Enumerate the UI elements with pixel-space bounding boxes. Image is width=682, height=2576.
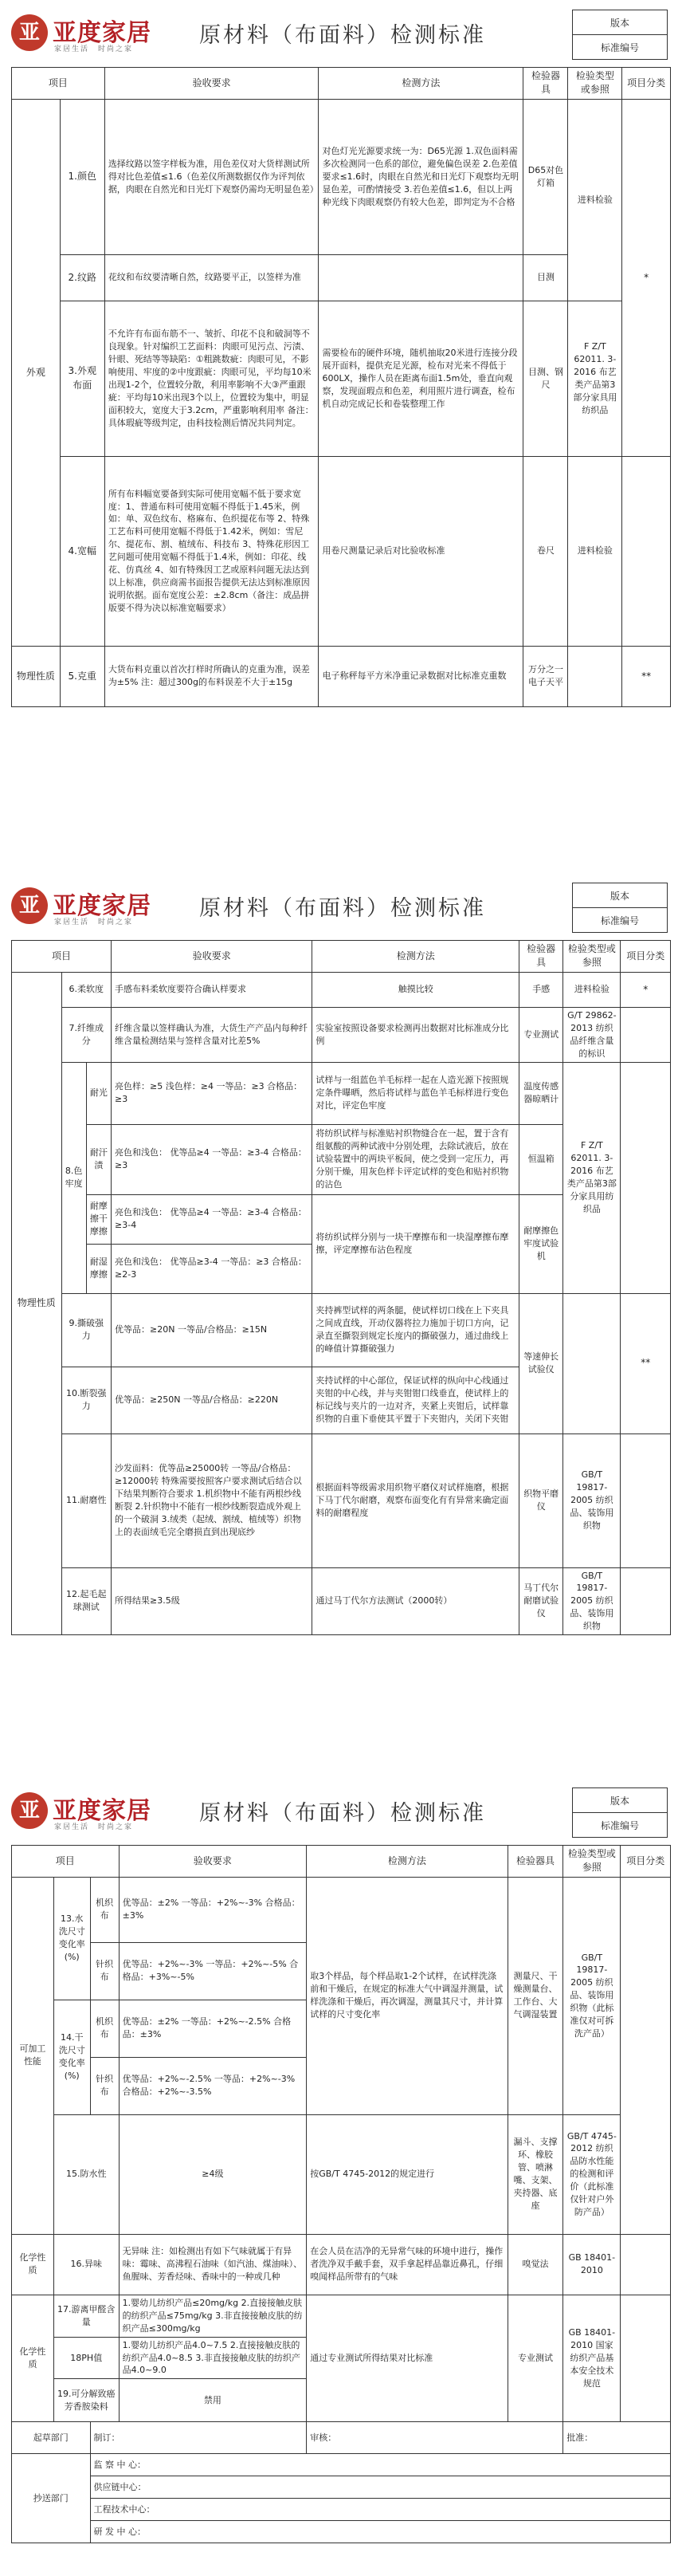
row-basis: GB/T 4745-2012 纺织品防水性能的检测和评价（此标准仅针对户外防产品） [563, 2114, 621, 2234]
page-2 [0, 873, 682, 1686]
row-tool: 目测 [523, 254, 568, 301]
row-item: 1.颜色 [60, 99, 104, 254]
row-req: 优等品：+2%~-2.5% 一等品：+2%~-3% 合格品：+2%~-3.5% [119, 2057, 307, 2114]
table-row [12, 301, 671, 456]
footer-dept: 监 察 中 心： [90, 2454, 670, 2476]
doc-meta [572, 1787, 668, 1838]
row-tool: 耐摩擦色牢度试验机 [519, 1194, 563, 1293]
row-req: 花纹和布纹要清晰自然，纹路要平正，以签样为准 [104, 254, 319, 301]
row-category: * [622, 99, 671, 456]
row-item: 19.可分解致癌芳香胺染料 [53, 2379, 119, 2422]
row-item: 15.防水性 [53, 2114, 119, 2234]
row-basis: GB 18401-2010 [563, 2234, 621, 2295]
brand-tagline: 家居生活 时尚之家 [54, 45, 134, 53]
row-method: 根据面料等级需求用织物平磨仪对试样施磨，根据下马丁代尔耐磨，观察布面变化有有异常来确定面料的耐磨程度 [312, 1434, 519, 1567]
row-basis: GB/T 19817-2005 纺织品、装饰用织物（此标准仅对可拆洗产品） [563, 1877, 621, 2114]
col-method: 检测方法 [312, 941, 519, 973]
col-basis: 检验类型或参照 [568, 68, 622, 100]
row-category: * [621, 972, 671, 1007]
col-requirement: 验收要求 [112, 941, 312, 973]
group-label: 外观 [12, 99, 61, 646]
col-tool: 检验器具 [519, 941, 563, 973]
col-requirement: 验收要求 [104, 68, 319, 100]
brand-name: 亚度家居 [53, 1797, 151, 1825]
row-method: 试样与一组蓝色羊毛标样一起在人造光源下按照规定条件曝晒，然后将试样与蓝色羊毛标样进行变色对比，评定色牢度 [312, 1062, 519, 1124]
row-subitem: 耐光 [86, 1062, 111, 1124]
row-item: 13.水洗尺寸变化率(%) [53, 1877, 90, 2000]
row-req: 沙发面料：优等品≥25000转 一等品/合格品：≥12000转 特殊需要按照客户要求测试后结合以下结果判断符合要求 1.机织物中不能有两根纱线断裂 2.针织物中不能有一根纱线断裂造成外观上的一个破洞 3.绒类（起绒、割绒、植绒等）织物上的表面绒毛完全磨损直到出现底纱 [112, 1434, 312, 1567]
row-item: 5.克重 [60, 646, 104, 706]
col-category: 项目分类 [621, 1846, 671, 1878]
group-label: 物理性质 [12, 972, 62, 1634]
group-label: 可加工性能 [12, 1877, 54, 2234]
row-basis: F Z/T 62011. 3-2016 布艺类产品第3部分家具用纺织品 [568, 301, 622, 456]
row-req: 无异味 注：如检测出有如下气味就属于有异味：霉味、高沸程石油味（如汽油、煤油味）、鱼腥味、芳香烃味、香味中的一种或几种 [119, 2234, 307, 2295]
row-basis: 进料检验 [568, 99, 622, 301]
page-1 [0, 0, 682, 765]
group-label: 物理性质 [12, 646, 61, 706]
version-label: 版本 [573, 883, 668, 908]
row-req: 亮色和浅色： 优等品≥4 一等品：≥3-4 合格品：≥3 [112, 1124, 312, 1194]
row-tool: 目测、钢尺 [523, 301, 568, 456]
page-title: 原材料（布面料）检测标准 [199, 896, 486, 921]
brand-tagline: 家居生活 时尚之家 [54, 918, 134, 926]
row-req: 禁用 [119, 2379, 307, 2422]
footer-dept: 研 发 中 心： [90, 2521, 670, 2543]
row-tool: 专业测试 [508, 2295, 563, 2422]
row-method: 取3个样品，每个样品取1-2个试样，在试样洗涤前和干燥后，在规定的标准大气中调湿并测量，试样洗涤和干燥后，再次调湿，测量其尺寸，并计算试样的尺寸变化率 [307, 1877, 508, 2114]
col-item: 项目 [12, 941, 112, 973]
footer-dept: 工程技术中心： [90, 2499, 670, 2521]
brand-name: 亚度家居 [53, 19, 151, 47]
row-req: 优等品：+2%~-3% 一等品：+2%~-5% 合格品：+3%~-5% [119, 1942, 307, 2000]
row-req: 1.婴幼儿纺织产品4.0~7.5 2.直接接触皮肤的纺织产品4.0~8.5 3.非直接接触皮肤的纺织产品4.0~9.0 [119, 2337, 307, 2379]
col-basis: 检验类型或参照 [563, 1846, 621, 1878]
row-item: 12.起毛起球测试 [61, 1567, 112, 1635]
row-tool: 手感 [519, 972, 563, 1007]
row-tool: 万分之一电子天平 [523, 646, 568, 706]
row-req: 优等品：≥250N 一等品/合格品：≥220N [112, 1367, 312, 1434]
row-basis: GB/T 19817-2005 纺织品、装饰用织物 [563, 1434, 621, 1567]
page-header [0, 873, 682, 940]
row-basis: GB 18401-2010 国家纺织产品基本安全技术规范 [563, 2295, 621, 2422]
logo-icon: 亚 [11, 14, 48, 51]
row-method: 夹持裤型试样的两条腿，使试样切口线在上下夹具之间成直线，开动仪器将拉力施加于切口方向，记录直至撕裂到规定长度内的撕破强力，通过曲线上的峰值计算撕破强力 [312, 1293, 519, 1367]
row-req: 优等品：±2% 一等品：+2%~-2.5% 合格品：±3% [119, 2000, 307, 2057]
col-category: 项目分类 [621, 941, 671, 973]
row-item: 11.耐磨性 [61, 1434, 112, 1567]
footer-sendto: 抄送部门 [12, 2454, 91, 2543]
row-subitem: 机织布 [90, 2000, 119, 2057]
group-label: 化学性质 [12, 2234, 54, 2295]
row-method: 将纺织试样与标准贴衬织物缝合在一起，置于含有组氨酸的两种试液中分别处理，去除试液后，放在试验装置中的两块平板间，使之受到一定压力，再分别干燥，用灰色样卡评定试样的变色和贴衬织物的沾色 [312, 1124, 519, 1194]
row-method: 用卷尺测量记录后对比验收标准 [319, 456, 523, 646]
row-req: 所有布料幅宽要备到实际可使用宽幅不低于要求宽度：1、普通布料可使用宽幅不得低于1.45米，例如：单、双色纹布、格麻布、色织提花布等 2、特殊工艺布料可使用宽幅不得低于1.42米，例如：雪尼尔、提花布、割、植绒布、科技布 3、特殊花形因工艺问题可使用宽幅不得低于1.4米，例如：印花、线花、仿真丝 4、如有特殊因工艺或原料问题无法达到以上标准，供应商需书面报告提供无法达到标准原因说明依据。面布宽度公差：±2.8cm（备注：成品拼版要不得为决以标准宽幅要求） [104, 456, 319, 646]
logo-icon: 亚 [11, 1792, 48, 1829]
doc-meta [572, 883, 668, 933]
row-item: 18PH值 [53, 2337, 119, 2379]
row-subitem: 针织布 [90, 2057, 119, 2114]
row-tool: 嗅觉法 [508, 2234, 563, 2295]
row-subitem: 耐汗渍 [86, 1124, 111, 1194]
std-no-label: 标准编号 [573, 908, 668, 933]
page-title: 原材料（布面料）检测标准 [199, 23, 486, 48]
row-req: 选择纹路以签字样板为准，用色差仪对大货样测试所得对比色差值≤1.6（色差仪所测数据仅作为评判依据，肉眼在自然光和日光灯下观察仍需均无明显色差） [104, 99, 319, 254]
row-item: 3.外观布面 [60, 301, 104, 456]
row-req: 亮色和浅色： 优等品≥4 一等品：≥3-4 合格品：≥3-4 [112, 1194, 312, 1244]
row-basis: 进料检验 [563, 972, 621, 1007]
footer-make: 制订： [90, 2422, 307, 2454]
logo-icon: 亚 [11, 887, 48, 924]
brand-name: 亚度家居 [53, 892, 151, 920]
col-category: 项目分类 [622, 68, 671, 100]
col-tool: 检验器具 [508, 1846, 563, 1878]
footer-drafter: 起草部门 [12, 2422, 91, 2454]
row-tool: D65对色灯箱 [523, 99, 568, 254]
row-req: 亮色样：≥5 浅色样：≥4 一等品：≥3 合格品：≥3 [112, 1062, 312, 1124]
table-row [12, 456, 671, 646]
row-item: 17.游离甲醛含量 [53, 2295, 119, 2337]
row-tool: 等速伸长试验仪 [519, 1293, 563, 1434]
row-basis: F Z/T 62011. 3-2016 布艺类产品第3部分家具用纺织品 [563, 1062, 621, 1293]
row-item: 4.宽幅 [60, 456, 104, 646]
row-tool: 专业测试 [519, 1007, 563, 1062]
brand-logo [11, 884, 163, 932]
std-no-label: 标准编号 [573, 35, 668, 60]
row-req: ≥4级 [119, 2114, 307, 2234]
row-tool: 漏斗、支撑环、橡胶管、喷淋嘴、支架、夹持器、底座 [508, 2114, 563, 2234]
col-tool: 检验器具 [523, 68, 568, 100]
brand-logo [11, 11, 163, 59]
row-method: 实验室按照设备要求检测再出数据对比标准成分比例 [312, 1007, 519, 1062]
row-tool: 马丁代尔耐磨试验仪 [519, 1567, 563, 1635]
row-method: 电子称秤每平方米净重记录数据对比标准克重数 [319, 646, 523, 706]
row-item: 7.纤维成分 [61, 1007, 112, 1062]
row-item: 14.干洗尺寸变化率(%) [53, 2000, 90, 2114]
row-tool: 恒温箱 [519, 1124, 563, 1194]
standards-table [11, 1845, 671, 2543]
standards-table [11, 940, 671, 1635]
row-item: 6.柔软度 [61, 972, 112, 1007]
brand-tagline: 家居生活 时尚之家 [54, 1823, 134, 1831]
row-subitem: 耐湿摩擦 [86, 1244, 111, 1293]
row-basis: 进料检验 [568, 456, 622, 646]
row-subitem: 耐摩擦干摩擦 [86, 1194, 111, 1244]
col-requirement: 验收要求 [119, 1846, 307, 1878]
row-method: 需要检布的硬件环境，随机抽取20米进行连接分段展开面料，提供充足光源，检布对光来不得低于600LX，操作人员在距离布面1.5m处，垂直向观察，发现面瑕点和色差，利用照片进行调查，检布机自动完成记长和卷装整理工作 [319, 301, 523, 456]
row-basis: G/T 29862-2013 纺织品纤维含量的标识 [563, 1007, 621, 1062]
row-item: 8.色牢度 [61, 1062, 86, 1293]
row-req: 不允许有布面布筋不一、皱折、印花不良和破洞等不良现象。针对编织工艺面料：肉眼可见污点、污渍、针眼、死结等等缺陷：①粗跳数疵：肉眼可见，不影响使用、牢度的②中度跟疵：肉眼可见，平均每10米出现1-2个，位置较分散，利用率影响不大③严重跟疵：平均每10米出现3个以上，位置较为集中，明显面积较大，宽度大于3.2cm，严重影响利用率 备注：具体瑕疵等级判定，由科技检测后情况共同判定。 [104, 301, 319, 456]
page-header [0, 1778, 682, 1845]
row-tool: 织物平磨仪 [519, 1434, 563, 1567]
footer-dept: 供应链中心： [90, 2476, 670, 2499]
page-header [0, 0, 682, 67]
row-subitem: 机织布 [90, 1877, 119, 1942]
row-item: 10.断裂强力 [61, 1367, 112, 1434]
row-req: 优等品：≥20N 一等品/合格品：≥15N [112, 1293, 312, 1367]
col-item: 项目 [12, 1846, 120, 1878]
row-item: 2.纹路 [60, 254, 104, 301]
version-label: 版本 [573, 1788, 668, 1813]
row-category: ** [622, 646, 671, 706]
brand-logo [11, 1789, 163, 1837]
row-subitem: 针织布 [90, 1942, 119, 2000]
row-tool: 测量尺、干燥测量台、工作台、大气调湿装置 [508, 1877, 563, 2114]
col-basis: 检验类型或参照 [563, 941, 621, 973]
row-req: 亮色和浅色： 优等品≥3-4 一等品：≥3 合格品：≥2-3 [112, 1244, 312, 1293]
doc-meta [572, 10, 668, 60]
row-category: ** [621, 1293, 671, 1434]
row-method: 按GB/T 4745-2012的规定进行 [307, 2114, 508, 2234]
row-req: 1.婴幼儿纺织产品≤20mg/kg 2.直接接触皮肤的纺织产品≤75mg/kg 3.非直接接触皮肤的纺织产品≤300mg/kg [119, 2295, 307, 2337]
row-req: 大货布料克重以首次打样时所确认的克重为准，误差为±5% 注：超过300g的布料误差不大于±15g [104, 646, 319, 706]
version-label: 版本 [573, 10, 668, 35]
row-method: 在会人员在洁净的无异常气味的环境中进行，操作者洗净双手戴手套，双手拿起样品靠近鼻孔，仔细嗅闻样品所带有的气味 [307, 2234, 508, 2295]
row-method: 通过马丁代尔方法测试（2000转） [312, 1567, 519, 1635]
col-item: 项目 [12, 68, 105, 100]
row-req: 纤维含量以签样确认为准，大货生产产品内每种纤维含量检测结果与签样含量对比差5% [112, 1007, 312, 1062]
row-method: 通过专业测试所得结果对比标准 [307, 2295, 508, 2422]
page-3 [0, 1778, 682, 2575]
standards-table [11, 67, 671, 707]
table-row [12, 99, 671, 254]
footer-review: 审核： [307, 2422, 563, 2454]
row-basis: GB/T 19817-2005 纺织品、装饰用织物 [563, 1567, 621, 1635]
col-method: 检测方法 [319, 68, 523, 100]
page-title: 原材料（布面料）检测标准 [199, 1801, 486, 1826]
row-tool: 温度传感器晾晒计 [519, 1062, 563, 1124]
group-label: 化学性质 [12, 2295, 54, 2422]
table-row [12, 646, 671, 706]
row-method: 触摸比较 [312, 972, 519, 1007]
row-method: 将纺织试样分别与一块干摩擦布和一块湿摩擦布摩擦，评定摩擦布沾色程度 [312, 1194, 519, 1293]
footer-approve: 批准： [563, 2422, 671, 2454]
row-item: 16.异味 [53, 2234, 119, 2295]
row-req: 优等品：±2% 一等品：+2%~-3% 合格品：±3% [119, 1877, 307, 1942]
row-req: 手感布料柔软度要符合确认样要求 [112, 972, 312, 1007]
std-no-label: 标准编号 [573, 1813, 668, 1838]
row-method: 对色灯光光源要求统一为：D65光源 1.双色面料需多次检测同一色系的部位，避免偏色误差 2.色差值要求≤1.6时，肉眼在自然光和日光灯下观察均无明显色差，可酌情接受 3.若色差值≤1.6，但以上两种光线下肉眼观察仍有较大色差，即判定为不合格 [319, 99, 523, 254]
row-item: 9.撕破强力 [61, 1293, 112, 1367]
row-method: 夹持试样的中心部位，保证试样的纵向中心线通过夹钳的中心线，并与夹钳钳口线垂直，使试样上的标记线与夹片的一边对齐，夹紧上夹钳后，试样靠织物的自重下垂使其平置于下夹钳内，关闭下夹钳 [312, 1367, 519, 1434]
col-method: 检测方法 [307, 1846, 508, 1878]
row-req: 所得结果≥3.5级 [112, 1567, 312, 1635]
row-tool: 卷尺 [523, 456, 568, 646]
